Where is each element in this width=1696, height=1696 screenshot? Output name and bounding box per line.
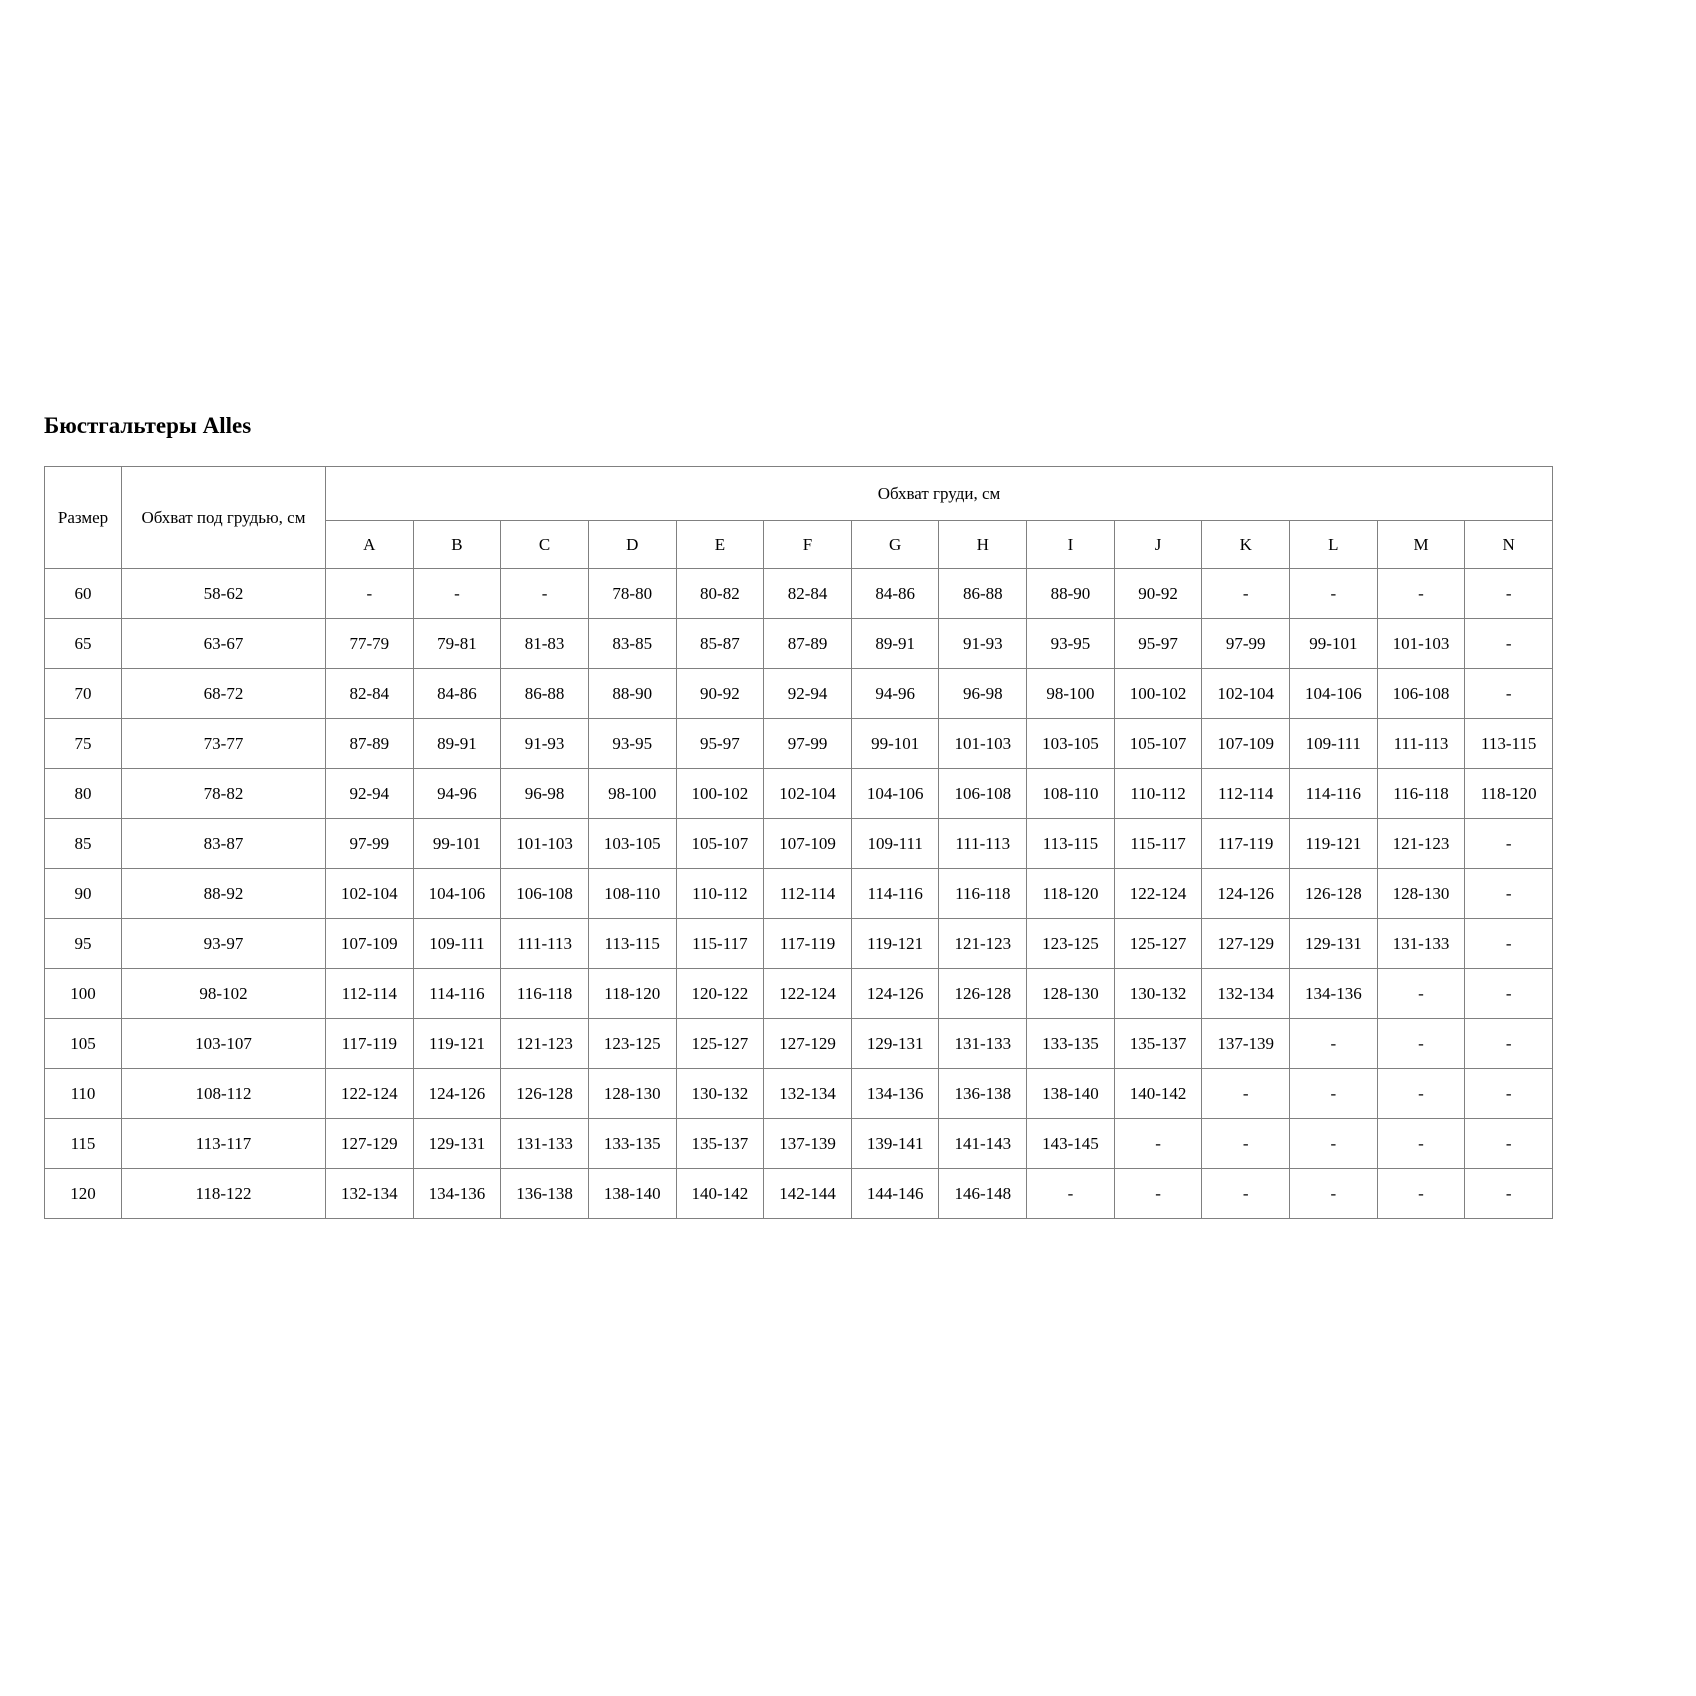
bust-range-cell: 107-109 (1202, 719, 1290, 769)
bust-range-cell: 103-105 (588, 819, 676, 869)
bust-range-cell: 115-117 (676, 919, 764, 969)
bust-range-cell: 128-130 (588, 1069, 676, 1119)
bust-range-cell: 116-118 (501, 969, 589, 1019)
bust-range-cell: 143-145 (1027, 1119, 1115, 1169)
bust-range-cell: 92-94 (764, 669, 852, 719)
bust-range-cell: 127-129 (1202, 919, 1290, 969)
underbust-cell: 63-67 (122, 619, 326, 669)
bust-range-cell: 111-113 (939, 819, 1027, 869)
underbust-cell: 58-62 (122, 569, 326, 619)
bust-range-cell: 104-106 (1290, 669, 1378, 719)
bust-range-cell: 123-125 (588, 1019, 676, 1069)
bust-range-cell: 99-101 (413, 819, 501, 869)
bust-range-cell: 84-86 (413, 669, 501, 719)
underbust-cell: 118-122 (122, 1169, 326, 1219)
size-chart-table (44, 466, 1553, 1219)
col-header-bust-group: Обхват груди, см (326, 467, 1553, 521)
bust-range-cell: - (501, 569, 589, 619)
bust-range-cell: 93-95 (588, 719, 676, 769)
bust-range-cell: 105-107 (676, 819, 764, 869)
bust-range-cell: 112-114 (764, 869, 852, 919)
bust-range-cell: 102-104 (764, 769, 852, 819)
bust-range-cell: 136-138 (939, 1069, 1027, 1119)
bust-range-cell: 121-123 (501, 1019, 589, 1069)
bust-range-cell: 109-111 (851, 819, 939, 869)
bust-range-cell: 118-120 (1027, 869, 1115, 919)
bust-range-cell: 82-84 (764, 569, 852, 619)
bust-range-cell: - (1377, 969, 1465, 1019)
bust-range-cell: 130-132 (1114, 969, 1202, 1019)
size-cell: 115 (45, 1119, 122, 1169)
bust-range-cell: 126-128 (501, 1069, 589, 1119)
bust-range-cell: 128-130 (1377, 869, 1465, 919)
bust-range-cell: 132-134 (1202, 969, 1290, 1019)
table-row (45, 969, 1553, 1019)
cup-column-header: E (676, 521, 764, 569)
size-cell: 75 (45, 719, 122, 769)
size-cell: 70 (45, 669, 122, 719)
bust-range-cell: 106-108 (939, 769, 1027, 819)
bust-range-cell: 138-140 (1027, 1069, 1115, 1119)
bust-range-cell: 94-96 (413, 769, 501, 819)
cup-column-header: J (1114, 521, 1202, 569)
bust-range-cell: 132-134 (764, 1069, 852, 1119)
table-row (45, 1069, 1553, 1119)
bust-range-cell: 139-141 (851, 1119, 939, 1169)
bust-range-cell: 129-131 (1290, 919, 1378, 969)
bust-range-cell: 142-144 (764, 1169, 852, 1219)
table-row (45, 1019, 1553, 1069)
bust-range-cell: 102-104 (326, 869, 414, 919)
bust-range-cell: 120-122 (676, 969, 764, 1019)
bust-range-cell: 111-113 (501, 919, 589, 969)
col-header-size: Размер (45, 467, 122, 569)
bust-range-cell: 88-90 (588, 669, 676, 719)
bust-range-cell: 82-84 (326, 669, 414, 719)
bust-range-cell: 119-121 (1290, 819, 1378, 869)
bust-range-cell: 86-88 (501, 669, 589, 719)
bust-range-cell: - (1114, 1169, 1202, 1219)
bust-range-cell: 101-103 (939, 719, 1027, 769)
bust-range-cell: 91-93 (939, 619, 1027, 669)
bust-range-cell: 99-101 (851, 719, 939, 769)
col-header-underbust: Обхват под грудью, см (122, 467, 326, 569)
bust-range-cell: 123-125 (1027, 919, 1115, 969)
bust-range-cell: 78-80 (588, 569, 676, 619)
cup-column-header: K (1202, 521, 1290, 569)
underbust-cell: 68-72 (122, 669, 326, 719)
bust-range-cell: 117-119 (326, 1019, 414, 1069)
cup-column-header: M (1377, 521, 1465, 569)
bust-range-cell: 138-140 (588, 1169, 676, 1219)
table-row (45, 669, 1553, 719)
bust-range-cell: 109-111 (1290, 719, 1378, 769)
bust-range-cell: 96-98 (501, 769, 589, 819)
bust-range-cell: 116-118 (939, 869, 1027, 919)
size-cell: 120 (45, 1169, 122, 1219)
bust-range-cell: - (1290, 1019, 1378, 1069)
bust-range-cell: 125-127 (676, 1019, 764, 1069)
bust-range-cell: - (1465, 919, 1553, 969)
bust-range-cell: - (1465, 1019, 1553, 1069)
cup-column-header: G (851, 521, 939, 569)
underbust-cell: 103-107 (122, 1019, 326, 1069)
bust-range-cell: 94-96 (851, 669, 939, 719)
bust-range-cell: 111-113 (1377, 719, 1465, 769)
bust-range-cell: 87-89 (764, 619, 852, 669)
table-row (45, 619, 1553, 669)
bust-range-cell: - (1465, 569, 1553, 619)
bust-range-cell: - (1377, 1169, 1465, 1219)
bust-range-cell: 124-126 (413, 1069, 501, 1119)
cup-column-header: H (939, 521, 1027, 569)
bust-range-cell: 106-108 (1377, 669, 1465, 719)
table-row (45, 769, 1553, 819)
bust-range-cell: 140-142 (676, 1169, 764, 1219)
bust-range-cell: - (1202, 569, 1290, 619)
cup-column-header: I (1027, 521, 1115, 569)
bust-range-cell: - (1465, 1119, 1553, 1169)
bust-range-cell: 102-104 (1202, 669, 1290, 719)
bust-range-cell: 121-123 (939, 919, 1027, 969)
cup-column-header: B (413, 521, 501, 569)
table-row (45, 1119, 1553, 1169)
bust-range-cell: - (1114, 1119, 1202, 1169)
bust-range-cell: 118-120 (588, 969, 676, 1019)
bust-range-cell: 135-137 (1114, 1019, 1202, 1069)
bust-range-cell: 124-126 (1202, 869, 1290, 919)
bust-range-cell: 109-111 (413, 919, 501, 969)
bust-range-cell: 101-103 (501, 819, 589, 869)
bust-range-cell: 112-114 (326, 969, 414, 1019)
bust-range-cell: 137-139 (764, 1119, 852, 1169)
bust-range-cell: 89-91 (413, 719, 501, 769)
bust-range-cell: - (1377, 1019, 1465, 1069)
bust-range-cell: 127-129 (764, 1019, 852, 1069)
bust-range-cell: 133-135 (588, 1119, 676, 1169)
bust-range-cell: 130-132 (676, 1069, 764, 1119)
bust-range-cell: 119-121 (851, 919, 939, 969)
bust-range-cell: 79-81 (413, 619, 501, 669)
bust-range-cell: 97-99 (1202, 619, 1290, 669)
bust-range-cell: 103-105 (1027, 719, 1115, 769)
bust-range-cell: 129-131 (851, 1019, 939, 1069)
bust-range-cell: 100-102 (1114, 669, 1202, 719)
underbust-cell: 88-92 (122, 869, 326, 919)
bust-range-cell: 114-116 (1290, 769, 1378, 819)
underbust-cell: 83-87 (122, 819, 326, 869)
bust-range-cell: - (1465, 1169, 1553, 1219)
size-cell: 110 (45, 1069, 122, 1119)
bust-range-cell: 135-137 (676, 1119, 764, 1169)
bust-range-cell: - (1290, 1119, 1378, 1169)
bust-range-cell: 131-133 (1377, 919, 1465, 969)
bust-range-cell: 126-128 (1290, 869, 1378, 919)
cup-column-header: C (501, 521, 589, 569)
bust-range-cell: 113-115 (588, 919, 676, 969)
bust-range-cell: - (326, 569, 414, 619)
bust-range-cell: 105-107 (1114, 719, 1202, 769)
bust-range-cell: 106-108 (501, 869, 589, 919)
bust-range-cell: 77-79 (326, 619, 414, 669)
underbust-cell: 98-102 (122, 969, 326, 1019)
size-cell: 85 (45, 819, 122, 869)
bust-range-cell: 95-97 (676, 719, 764, 769)
size-cell: 95 (45, 919, 122, 969)
bust-range-cell: - (1202, 1119, 1290, 1169)
bust-range-cell: - (1377, 1069, 1465, 1119)
bust-range-cell: 107-109 (764, 819, 852, 869)
size-chart-header (45, 467, 1553, 569)
bust-range-cell: 136-138 (501, 1169, 589, 1219)
bust-range-cell: 107-109 (326, 919, 414, 969)
cup-column-header: F (764, 521, 852, 569)
underbust-cell: 73-77 (122, 719, 326, 769)
bust-range-cell: 80-82 (676, 569, 764, 619)
bust-range-cell: 104-106 (851, 769, 939, 819)
bust-range-cell: 89-91 (851, 619, 939, 669)
bust-range-cell: 88-90 (1027, 569, 1115, 619)
size-cell: 100 (45, 969, 122, 1019)
bust-range-cell: - (1290, 1069, 1378, 1119)
bust-range-cell: 84-86 (851, 569, 939, 619)
bust-range-cell: 118-120 (1465, 769, 1553, 819)
bust-range-cell: 140-142 (1114, 1069, 1202, 1119)
bust-range-cell: 124-126 (851, 969, 939, 1019)
bust-range-cell: 117-119 (1202, 819, 1290, 869)
bust-range-cell: - (1465, 669, 1553, 719)
page-title: Бюстгальтеры Alles (44, 413, 252, 438)
bust-range-cell: 83-85 (588, 619, 676, 669)
bust-range-cell: 133-135 (1027, 1019, 1115, 1069)
bust-range-cell: 127-129 (326, 1119, 414, 1169)
bust-range-cell: - (1465, 969, 1553, 1019)
bust-range-cell: 122-124 (764, 969, 852, 1019)
bust-range-cell: 144-146 (851, 1169, 939, 1219)
bust-range-cell: - (1465, 1069, 1553, 1119)
header-row-top (45, 467, 1553, 521)
size-cell: 80 (45, 769, 122, 819)
size-cell: 60 (45, 569, 122, 619)
bust-range-cell: - (1377, 569, 1465, 619)
bust-range-cell: 141-143 (939, 1119, 1027, 1169)
bust-range-cell: - (1202, 1069, 1290, 1119)
size-cell: 90 (45, 869, 122, 919)
table-row (45, 919, 1553, 969)
bust-range-cell: 131-133 (939, 1019, 1027, 1069)
table-row (45, 819, 1553, 869)
cup-column-header: L (1290, 521, 1378, 569)
bust-range-cell: 92-94 (326, 769, 414, 819)
bust-range-cell: 101-103 (1377, 619, 1465, 669)
bust-range-cell: 104-106 (413, 869, 501, 919)
bust-range-cell: 110-112 (676, 869, 764, 919)
table-row (45, 719, 1553, 769)
bust-range-cell: 129-131 (413, 1119, 501, 1169)
bust-range-cell: 122-124 (326, 1069, 414, 1119)
bust-range-cell: 128-130 (1027, 969, 1115, 1019)
size-cell: 105 (45, 1019, 122, 1069)
bust-range-cell: 95-97 (1114, 619, 1202, 669)
bust-range-cell: 121-123 (1377, 819, 1465, 869)
bust-range-cell: 87-89 (326, 719, 414, 769)
size-cell: 65 (45, 619, 122, 669)
bust-range-cell: 117-119 (764, 919, 852, 969)
bust-range-cell: 112-114 (1202, 769, 1290, 819)
bust-range-cell: 93-95 (1027, 619, 1115, 669)
bust-range-cell: - (1465, 819, 1553, 869)
bust-range-cell: 110-112 (1114, 769, 1202, 819)
bust-range-cell: 126-128 (939, 969, 1027, 1019)
bust-range-cell: 90-92 (676, 669, 764, 719)
cup-column-header: A (326, 521, 414, 569)
bust-range-cell: 116-118 (1377, 769, 1465, 819)
bust-range-cell: 97-99 (764, 719, 852, 769)
bust-range-cell: 91-93 (501, 719, 589, 769)
bust-range-cell: - (1465, 619, 1553, 669)
bust-range-cell: 119-121 (413, 1019, 501, 1069)
bust-range-cell: 98-100 (588, 769, 676, 819)
page-content (44, 0, 1553, 1219)
bust-range-cell: 90-92 (1114, 569, 1202, 619)
bust-range-cell: 113-115 (1027, 819, 1115, 869)
bust-range-cell: 132-134 (326, 1169, 414, 1219)
bust-range-cell: 134-136 (1290, 969, 1378, 1019)
bust-range-cell: 98-100 (1027, 669, 1115, 719)
bust-range-cell: 99-101 (1290, 619, 1378, 669)
bust-range-cell: 134-136 (851, 1069, 939, 1119)
bust-range-cell: 125-127 (1114, 919, 1202, 969)
bust-range-cell: 114-116 (851, 869, 939, 919)
bust-range-cell: 108-110 (588, 869, 676, 919)
bust-range-cell: 85-87 (676, 619, 764, 669)
table-row (45, 569, 1553, 619)
bust-range-cell: 146-148 (939, 1169, 1027, 1219)
bust-range-cell: 134-136 (413, 1169, 501, 1219)
bust-range-cell: - (1202, 1169, 1290, 1219)
bust-range-cell: 86-88 (939, 569, 1027, 619)
cup-column-header: N (1465, 521, 1553, 569)
bust-range-cell: - (1465, 869, 1553, 919)
bust-range-cell: - (1290, 1169, 1378, 1219)
bust-range-cell: 122-124 (1114, 869, 1202, 919)
table-row (45, 1169, 1553, 1219)
size-chart-body (45, 569, 1553, 1219)
bust-range-cell: - (413, 569, 501, 619)
bust-range-cell: 115-117 (1114, 819, 1202, 869)
bust-range-cell: 96-98 (939, 669, 1027, 719)
bust-range-cell: 97-99 (326, 819, 414, 869)
bust-range-cell: 137-139 (1202, 1019, 1290, 1069)
bust-range-cell: - (1027, 1169, 1115, 1219)
bust-range-cell: 131-133 (501, 1119, 589, 1169)
underbust-cell: 93-97 (122, 919, 326, 969)
table-row (45, 869, 1553, 919)
bust-range-cell: - (1377, 1119, 1465, 1169)
bust-range-cell: 100-102 (676, 769, 764, 819)
underbust-cell: 113-117 (122, 1119, 326, 1169)
bust-range-cell: 81-83 (501, 619, 589, 669)
bust-range-cell: - (1290, 569, 1378, 619)
cup-column-header: D (588, 521, 676, 569)
underbust-cell: 78-82 (122, 769, 326, 819)
underbust-cell: 108-112 (122, 1069, 326, 1119)
bust-range-cell: 108-110 (1027, 769, 1115, 819)
bust-range-cell: 113-115 (1465, 719, 1553, 769)
bust-range-cell: 114-116 (413, 969, 501, 1019)
